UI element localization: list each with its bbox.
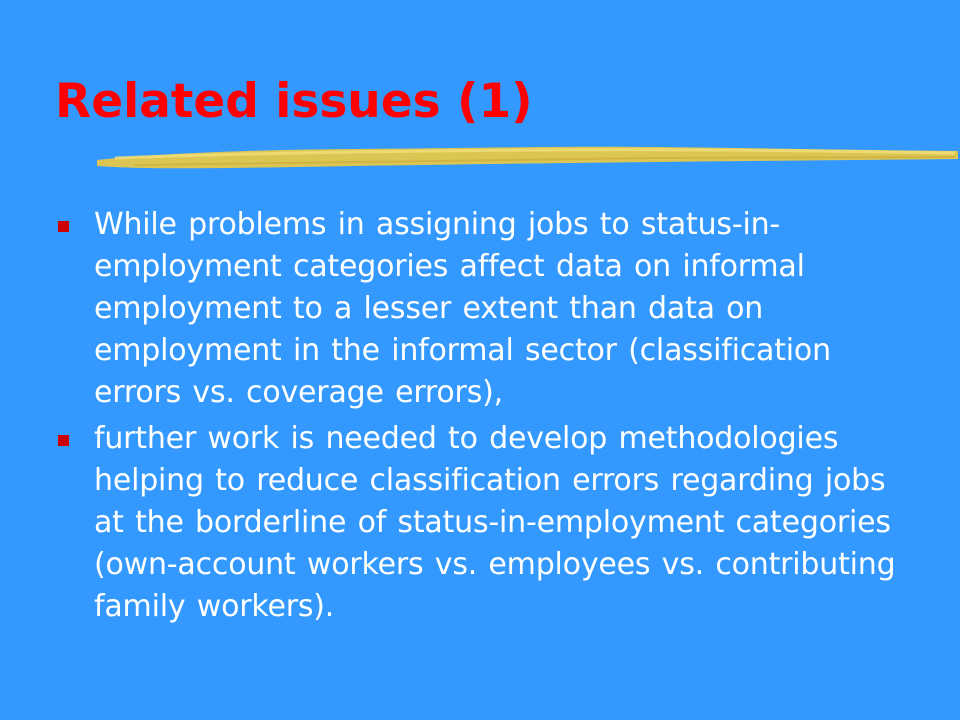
- bullet-item: [58, 204, 898, 414]
- bullet-list: [58, 204, 898, 632]
- bullet-text: further work is needed to develop methodologies helping to reduce classification errors regarding jobs at the borderline of status-in-employment categories (own-account workers vs. employees vs. contributing family workers).: [94, 421, 896, 624]
- bullet-text: While problems in assigning jobs to status-in-employment categories affect data on informal employment to a lesser extent than data on employment in the informal sector (classification errors vs. coverage errors),: [94, 207, 831, 410]
- square-bullet-icon: [58, 221, 69, 232]
- title-underline-stroke: [95, 138, 960, 178]
- bullet-item: [58, 418, 898, 628]
- square-bullet-icon: [58, 435, 69, 446]
- slide-title: Related issues (1): [55, 74, 533, 129]
